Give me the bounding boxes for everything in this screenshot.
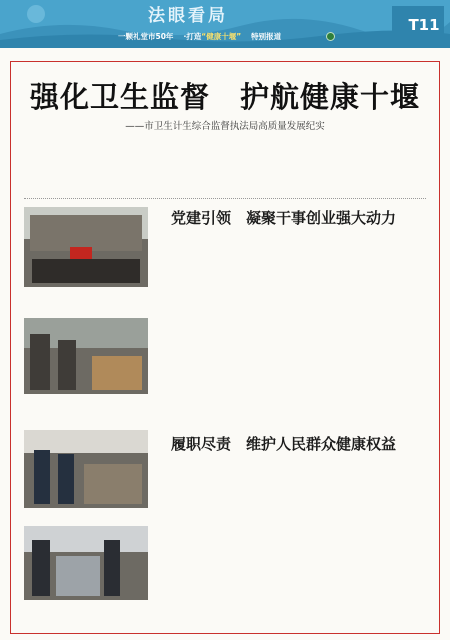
photo-building: [30, 215, 142, 251]
masthead-subtitle-part: ·打造: [183, 32, 202, 41]
photo-person: [104, 540, 120, 596]
photo-caption: [24, 291, 148, 311]
page-number: T11: [408, 16, 440, 34]
masthead-subtitle: [118, 32, 281, 42]
article-headline: 强化卫生监督 护航健康十堰: [29, 80, 420, 114]
photo-boxes: [92, 356, 142, 390]
article-column: [162, 458, 230, 624]
photo-cabinet: [56, 556, 100, 596]
section-title-cohesion: 凝聚干事创业强大动力: [246, 209, 397, 227]
publisher-logo: [326, 30, 338, 42]
photo-safety-check: [24, 526, 148, 600]
section-title-rights: 维护人民群众健康权益: [246, 435, 397, 453]
section-title-duty: 履职尽责: [171, 435, 232, 453]
article-column: [306, 232, 366, 428]
photo-counter: [84, 464, 142, 504]
article-column: [234, 458, 302, 624]
article-subheadline: ——市卫生计生综合监督执法局高质量发展纪实: [125, 121, 325, 132]
photo-person: [30, 334, 50, 390]
photo-caption: [24, 604, 148, 618]
masthead-subtitle-highlight: “健康十堰”: [201, 32, 242, 41]
masthead-title: 法眼看局: [148, 6, 228, 26]
photo-person: [58, 340, 76, 390]
emblem-icon: [326, 32, 335, 41]
photo-clinic: [24, 430, 148, 508]
article-byline: [10, 137, 440, 146]
article-column: [370, 232, 430, 428]
masthead-subtitle-part: 一颗礼堂市50年: [118, 32, 174, 41]
photo-crowd: [32, 259, 140, 283]
masthead-subtitle-part: 特别报道: [251, 32, 282, 41]
article-column: [306, 458, 366, 624]
masthead-banner: [0, 0, 450, 48]
photo-caption: [24, 398, 148, 412]
article-intro: [24, 154, 426, 190]
article-column: [234, 232, 302, 428]
divider: [24, 198, 426, 199]
photo-inspection: [24, 318, 148, 394]
photo-party-building: [24, 207, 148, 287]
photo-person: [58, 454, 74, 504]
photo-person: [32, 540, 50, 596]
photo-caption: [24, 512, 148, 520]
article-column: [370, 458, 430, 624]
photo-person: [34, 450, 50, 504]
article-column: [162, 232, 230, 428]
section-title-party: 党建引领: [171, 209, 232, 227]
